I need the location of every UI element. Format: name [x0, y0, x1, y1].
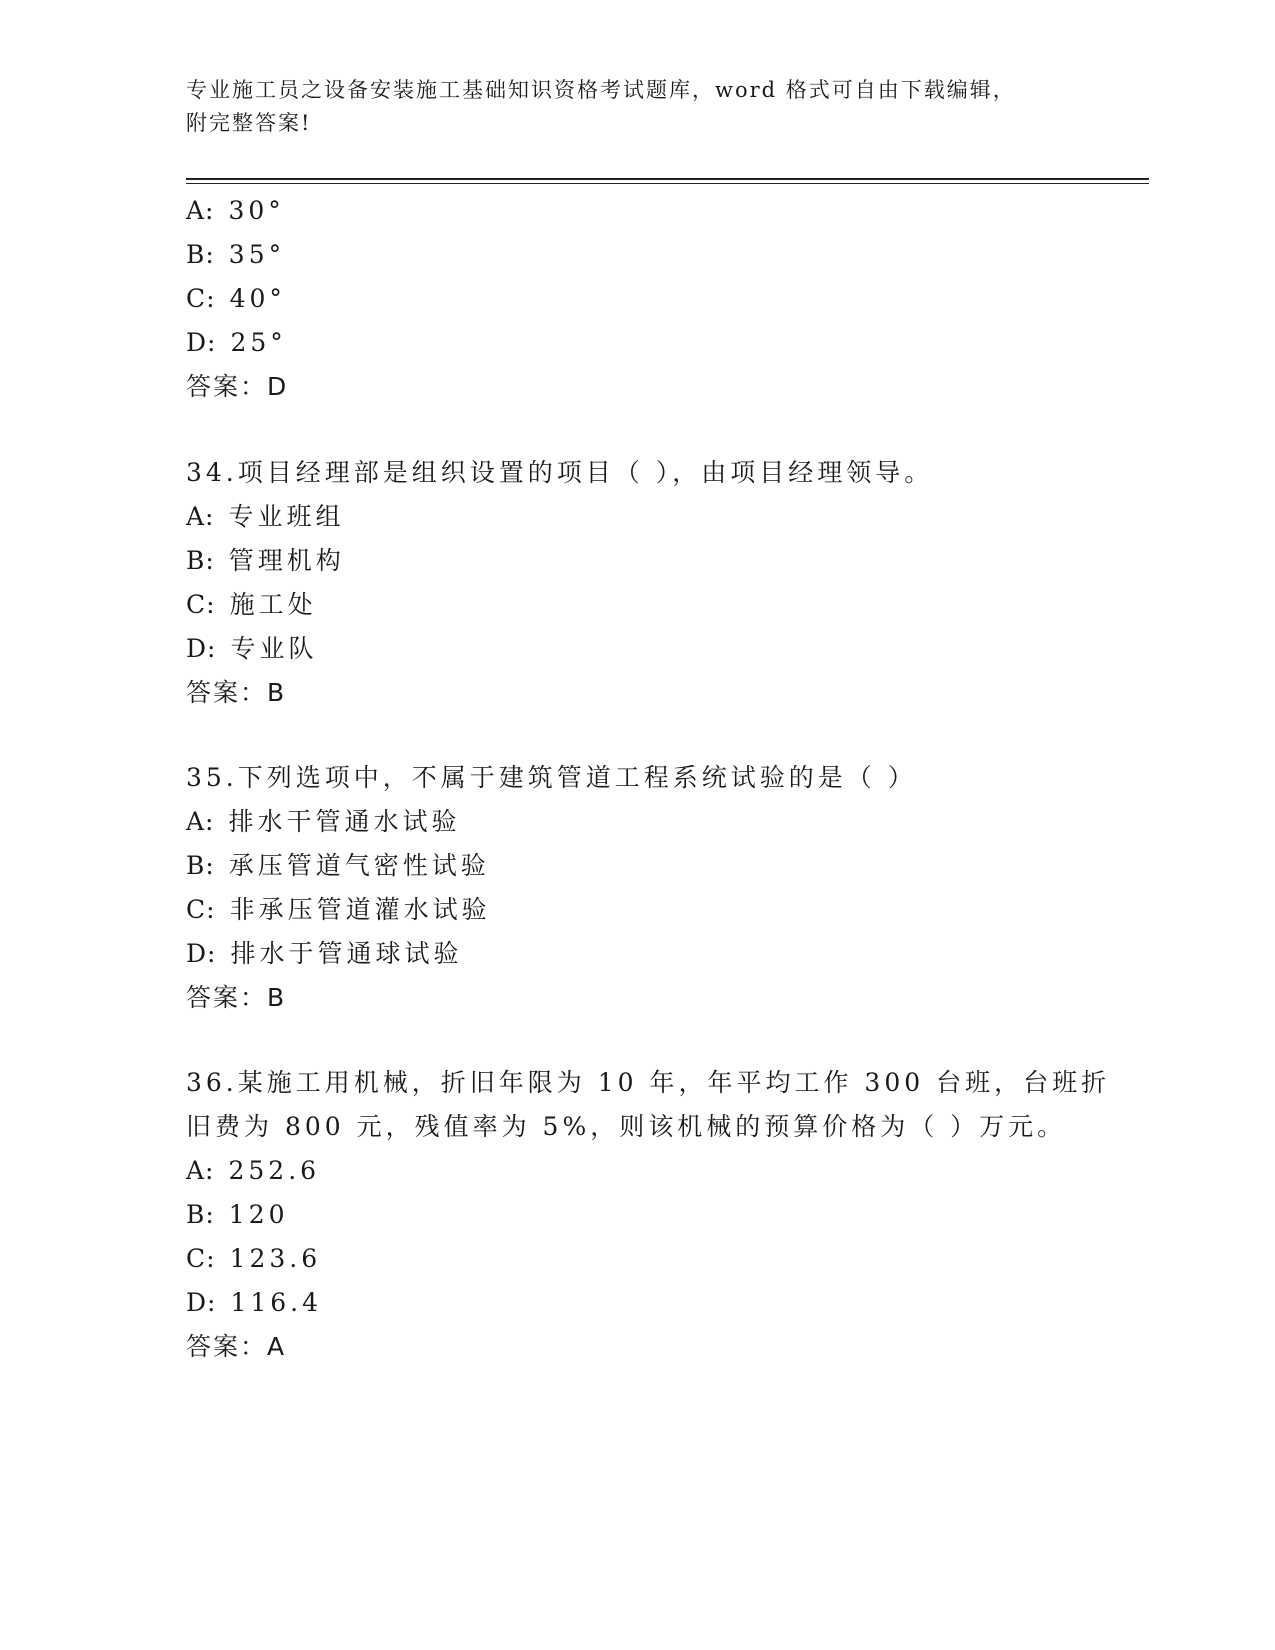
q35-option-d: D: 排水于管通球试验 — [186, 939, 463, 968]
q33-answer: 答案：D — [186, 372, 289, 401]
q34-question: 34.项目经理部是组织设置的项目（ ），由项目经理领导。 — [186, 458, 934, 487]
q34-option-d: D: 专业队 — [186, 634, 318, 663]
q35-question: 35.下列选项中，不属于建筑管道工程系统试验的是（ ） — [186, 763, 917, 792]
q34-answer: 答案：B — [186, 678, 287, 707]
q33-option-b: B: 35° — [186, 240, 286, 269]
q36-question-line-2: 旧费为 800 元，残值率为 5%，则该机械的预算价格为（ ）万元。 — [186, 1112, 1067, 1141]
q36-answer: 答案：A — [186, 1332, 287, 1361]
q36-option-a: A: 252.6 — [186, 1156, 321, 1185]
q35-option-c: C: 非承压管道灌水试验 — [186, 895, 491, 924]
header-rule-thin — [186, 183, 1149, 184]
q33-option-d: D: 25° — [186, 328, 287, 357]
q36-option-d: D: 116.4 — [186, 1288, 323, 1317]
q35-option-b: B: 承压管道气密性试验 — [186, 851, 490, 880]
q35-option-a: A: 排水干管通水试验 — [186, 807, 461, 836]
q33-option-c: C: 40° — [186, 284, 286, 313]
q34-option-a: A: 专业班组 — [186, 502, 345, 531]
q36-option-b: B: 120 — [186, 1200, 289, 1229]
q36-question-line-1: 36.某施工用机械，折旧年限为 10 年，年平均工作 300 台班，台班折 — [186, 1068, 1111, 1097]
header-line-1: 专业施工员之设备安装施工基础知识资格考试题库，word 格式可自由下载编辑， — [186, 78, 1016, 102]
header-line-2: 附完整答案! — [186, 111, 312, 135]
q34-option-c: C: 施工处 — [186, 590, 317, 619]
header-rule-thick — [186, 178, 1149, 180]
document-header — [186, 74, 1086, 140]
q33-option-a: A: 30° — [186, 196, 285, 225]
q35-answer: 答案：B — [186, 983, 287, 1012]
q36-option-c: C: 123.6 — [186, 1244, 322, 1273]
q34-option-b: B: 管理机构 — [186, 546, 345, 575]
